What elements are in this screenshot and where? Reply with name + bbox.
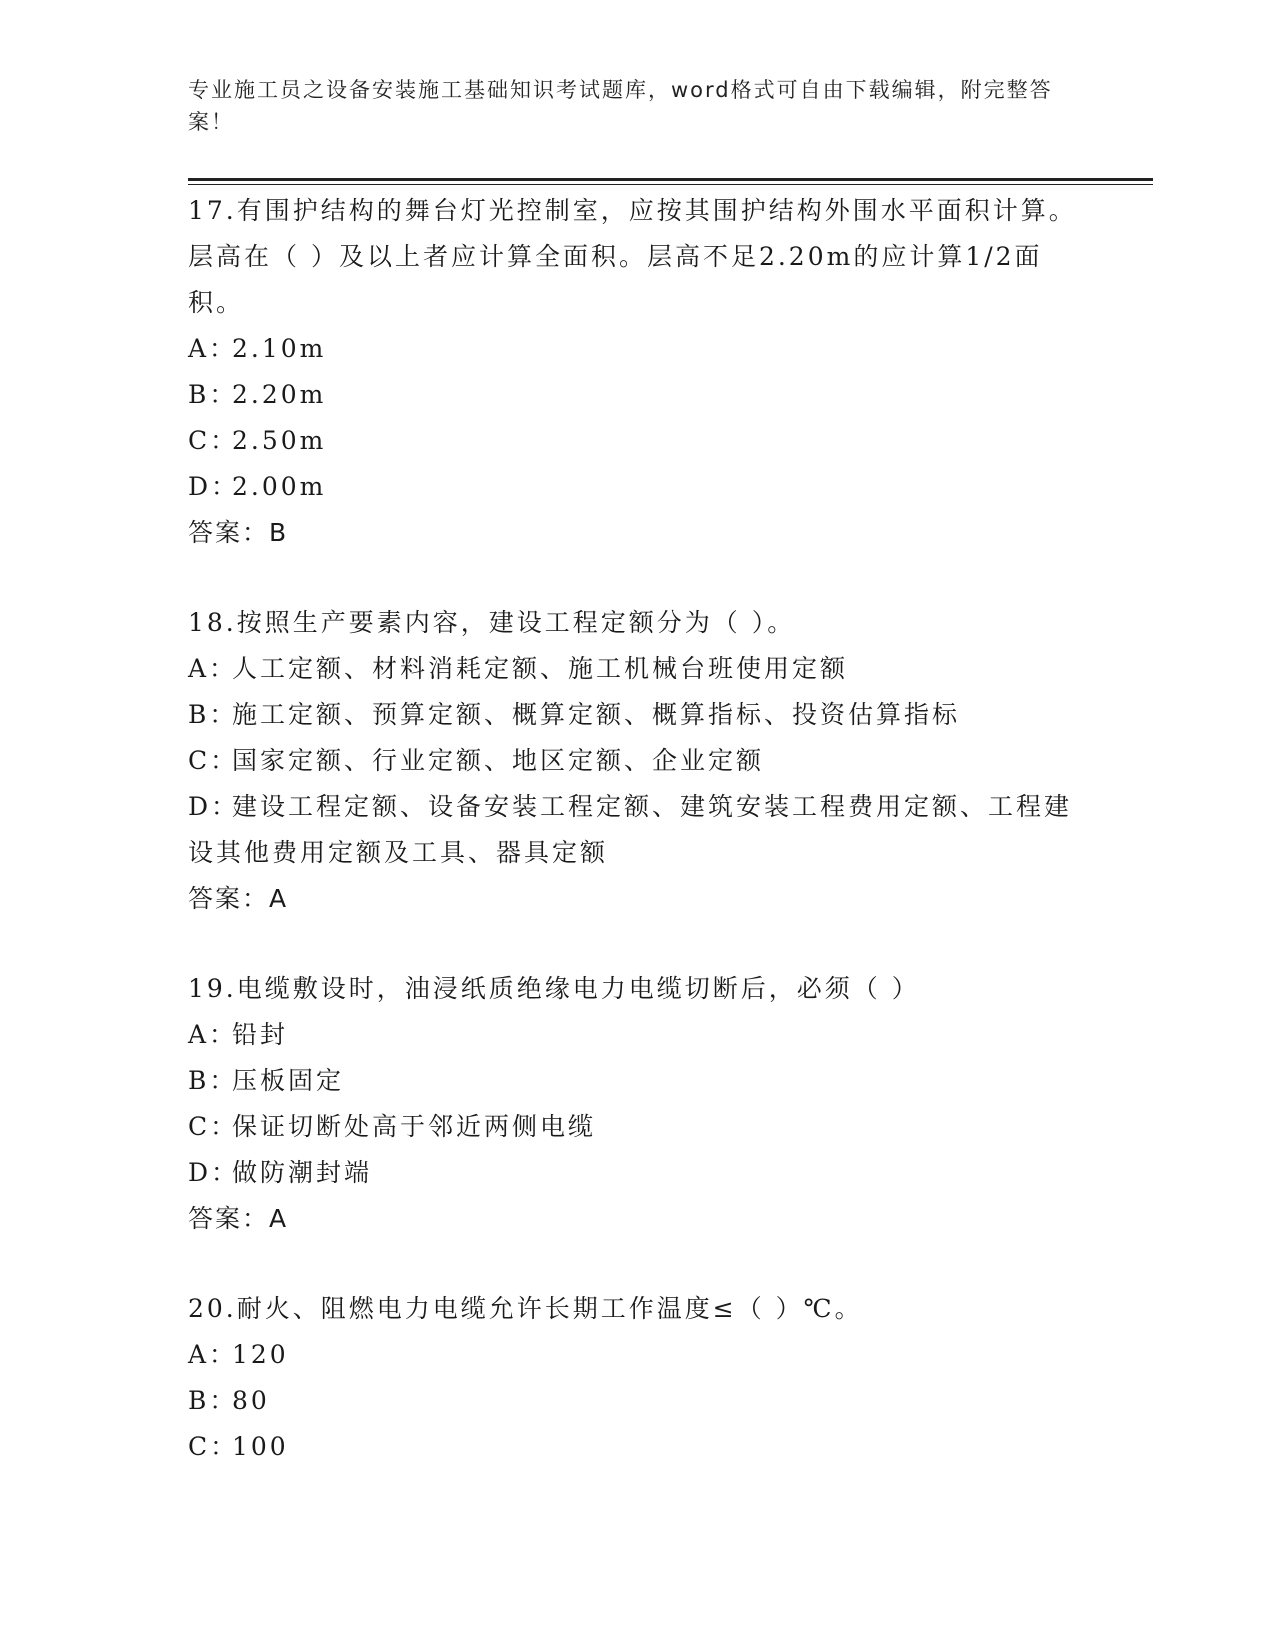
- question-stem: 20.耐火、阻燃电力电缆允许长期工作温度≤（ ）℃。: [188, 1294, 863, 1323]
- option-text: 施工定额、预算定额、概算定额、概算指标、投资估算指标: [232, 700, 961, 729]
- answer-line: 答案：B: [188, 518, 289, 547]
- question-17: [188, 188, 1078, 556]
- option-key: D：: [188, 792, 240, 821]
- question-18: [188, 600, 1078, 922]
- option-text: 建设工程定额、设备安装工程定额、建筑安装工程费用定额、工程建设其他费用定额及工具、器具定额: [188, 792, 1073, 867]
- option-c: [188, 1424, 1078, 1470]
- option-key: B：: [188, 700, 238, 729]
- option-c: [188, 418, 1078, 464]
- option-a: [188, 1332, 1078, 1378]
- option-key: B：: [188, 380, 238, 409]
- option-key: C：: [188, 746, 239, 775]
- option-key: A：: [188, 334, 238, 363]
- option-d: [188, 784, 1078, 876]
- option-c: [188, 738, 1078, 784]
- option-key: B：: [188, 1386, 238, 1415]
- option-text: 120: [232, 1340, 289, 1369]
- option-key: A：: [188, 1020, 238, 1049]
- document-header: 专业施工员之设备安装施工基础知识考试题库，word格式可自由下载编辑，附完整答案！: [188, 78, 1053, 134]
- option-key: B：: [188, 1066, 238, 1095]
- option-key: D：: [188, 1158, 240, 1187]
- option-text: 国家定额、行业定额、地区定额、企业定额: [232, 746, 765, 775]
- option-key: A：: [188, 1340, 238, 1369]
- option-text: 做防潮封端: [232, 1158, 373, 1187]
- question-19: [188, 966, 1078, 1242]
- option-text: 压板固定: [232, 1066, 345, 1095]
- answer-line: 答案：A: [188, 884, 289, 913]
- option-a: [188, 1012, 1078, 1058]
- option-text: 2.20m: [232, 380, 327, 409]
- option-c: [188, 1104, 1078, 1150]
- option-key: C：: [188, 1112, 239, 1141]
- header-divider-thick: [188, 178, 1153, 181]
- question-list: [188, 188, 1078, 1514]
- question-stem: 19.电缆敷设时，油浸纸质绝缘电力电缆切断后，必须（ ）: [188, 974, 920, 1003]
- question-20: [188, 1286, 1078, 1470]
- answer-line: 答案：A: [188, 1204, 289, 1233]
- option-text: 2.10m: [232, 334, 327, 363]
- option-b: [188, 372, 1078, 418]
- option-b: [188, 1058, 1078, 1104]
- option-key: C：: [188, 426, 239, 455]
- option-key: C：: [188, 1432, 239, 1461]
- question-stem: 18.按照生产要素内容，建设工程定额分为（ ）。: [188, 608, 796, 637]
- option-text: 80: [232, 1386, 270, 1415]
- option-d: [188, 464, 1078, 510]
- option-text: 2.00m: [232, 472, 327, 501]
- option-text: 100: [232, 1432, 289, 1461]
- option-text: 2.50m: [232, 426, 327, 455]
- option-key: D：: [188, 472, 240, 501]
- option-key: A：: [188, 654, 238, 683]
- option-a: [188, 646, 1078, 692]
- option-a: [188, 326, 1078, 372]
- question-stem: 17.有围护结构的舞台灯光控制室，应按其围护结构外围水平面积计算。层高在（ ）及以上者应计算全面积。层高不足2.20m的应计算1/2面积。: [188, 196, 1077, 317]
- option-b: [188, 692, 1078, 738]
- header-divider-thin: [188, 184, 1153, 185]
- option-text: 人工定额、材料消耗定额、施工机械台班使用定额: [232, 654, 849, 683]
- option-text: 保证切断处高于邻近两侧电缆: [232, 1112, 597, 1141]
- option-b: [188, 1378, 1078, 1424]
- option-d: [188, 1150, 1078, 1196]
- option-text: 铅封: [232, 1020, 289, 1049]
